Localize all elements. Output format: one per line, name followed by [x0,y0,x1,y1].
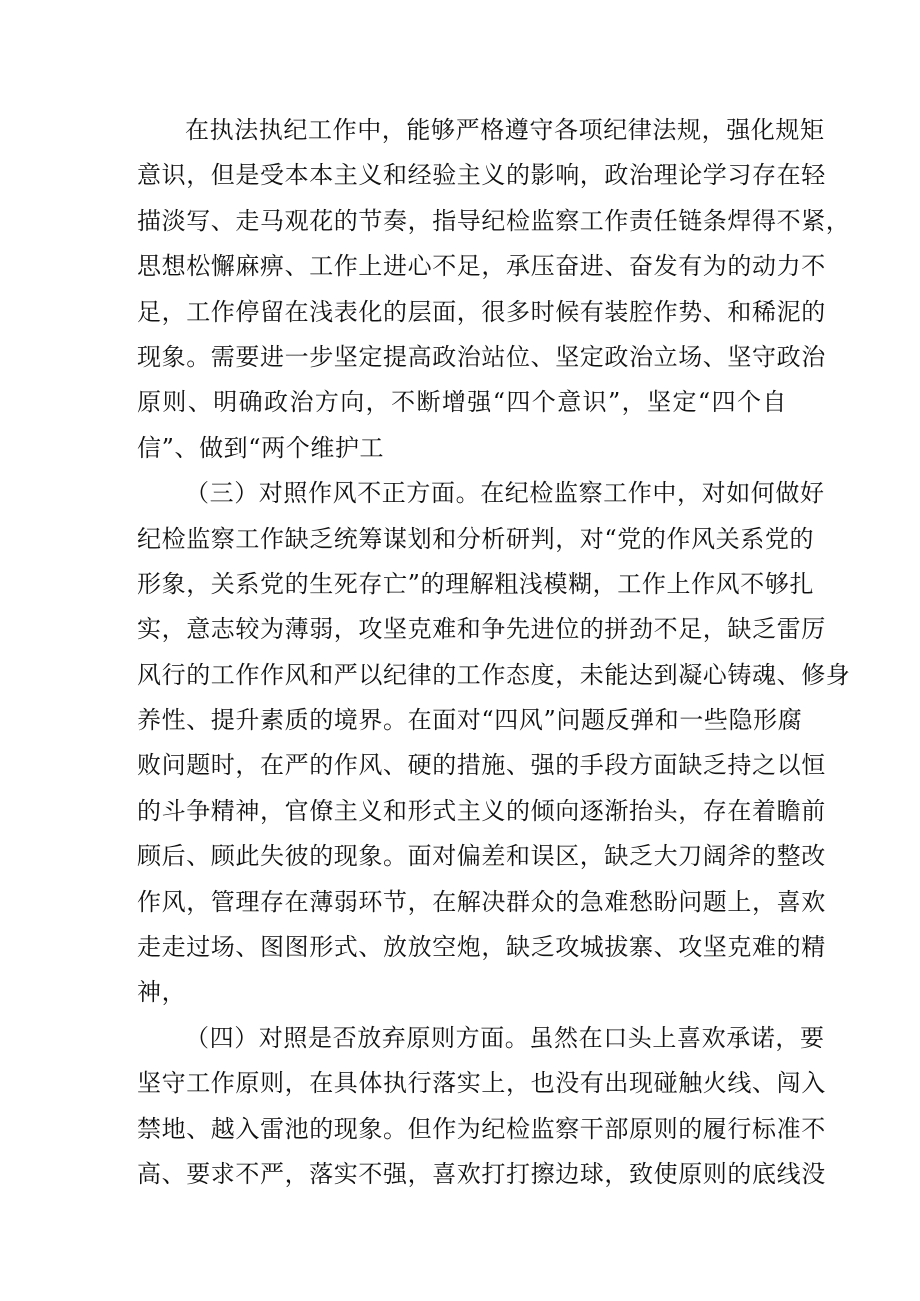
text-line: （三）对照作风不正方面。在纪检监察工作中，对如何做好 [185,479,825,508]
text-line: 的斗争精神，官僚主义和形式主义的倾向逐渐抬头，存在着瞻前 [137,796,826,825]
paragraph-work-style [137,471,851,1016]
text-line: 描淡写、走马观花的节奏，指导纪检监察工作责任链条焊得不紧， [137,206,851,235]
text-line: （四）对照是否放弃原则方面。虽然在口头上喜欢承诺，要 [185,1023,825,1052]
text-line: 实，意志较为薄弱，攻坚克难和争先进位的拼劲不足，缺乏雷厉 [137,615,826,644]
paragraph-principles [137,1016,826,1198]
text-line: 思想松懈麻痹、工作上进心不足，承压奋进、奋发有为的动力不 [137,252,826,281]
text-line: 败问题时，在严的作风、硬的措施、强的手段方面缺乏持之以恒 [137,751,826,780]
text-line: 原则、明确政治方向，不断增强“四个意识”，坚定“四个自 [137,388,787,417]
text-line: 在执法执纪工作中，能够严格遵守各项纪律法规，强化规矩 [185,116,825,144]
text-line: 高、要求不严，落实不强，喜欢打打擦边球，致使原则的底线没 [137,1159,826,1188]
document-body [137,108,851,1197]
text-line: 神， [137,978,187,1007]
text-line: 顾后、顾此失彼的现象。面对偏差和误区，缺乏大刀阔斧的整改 [137,842,826,871]
text-line: 足，工作停留在浅表化的层面，很多时候有装腔作势、和稀泥的 [137,297,826,326]
text-line: 形象，关系党的生死存亡”的理解粗浅模糊，工作上作风不够扎 [137,569,815,598]
text-line: 禁地、越入雷池的现象。但作为纪检监察干部原则的履行标准不 [137,1114,826,1143]
text-line: 养性、提升素质的境界。在面对“四风”问题反弹和一些隐形腐 [137,706,803,735]
paragraph-discipline [137,108,851,471]
text-line: 信”、做到“两个维护工 [137,433,385,462]
text-line: 现象。需要进一步坚定提高政治站位、坚定政治立场、坚守政治 [137,342,826,371]
text-line: 坚守工作原则，在具体执行落实上，也没有出现碰触火线、闯入 [137,1069,826,1098]
text-line: 作风，管理存在薄弱环节，在解决群众的急难愁盼问题上，喜欢 [137,887,826,916]
text-line: 意识，但是受本本主义和经验主义的影响，政治理论学习存在轻 [137,161,826,190]
text-line: 走走过场、图图形式、放放空炮，缺乏攻城拔寨、攻坚克难的精 [137,933,826,962]
text-line: 纪检监察工作缺乏统筹谋划和分析研判，对“党的作风关系党的 [137,524,815,553]
text-line: 风行的工作作风和严以纪律的工作态度，未能达到凝心铸魂、修身 [137,660,851,689]
